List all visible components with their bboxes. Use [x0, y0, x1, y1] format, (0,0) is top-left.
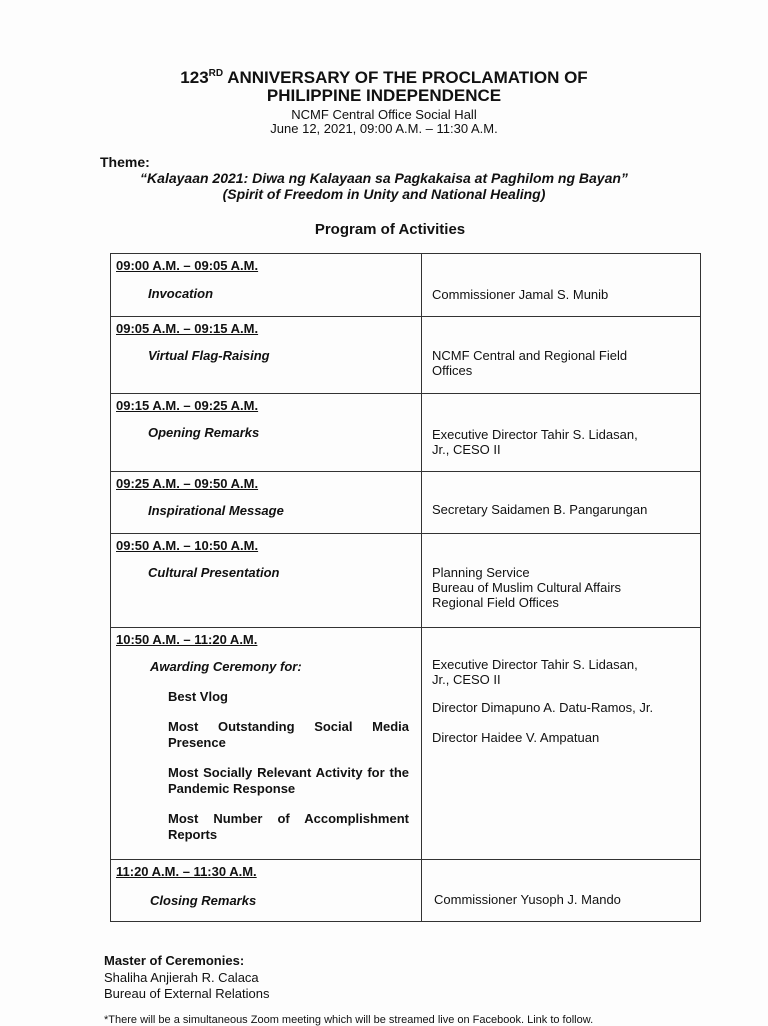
responsible-line: Commissioner Yusoph J. Mando: [434, 892, 621, 907]
event-datetime: June 12, 2021, 09:00 A.M. – 11:30 A.M.: [270, 121, 498, 136]
title-superscript: RD: [208, 68, 224, 79]
responsible-cell: [422, 394, 701, 472]
table-row: [111, 534, 701, 628]
award-social-media-presence: Most Outstanding Social Media Presence: [168, 719, 409, 750]
time-cell: [111, 472, 422, 534]
document-title-line2: PHILIPPINE INDEPENDENCE: [266, 86, 502, 105]
time-slot: 09:00 A.M. – 09:05 A.M.: [116, 258, 259, 273]
time-slot: 10:50 A.M. – 11:20 A.M.: [116, 632, 258, 647]
activity-name: Opening Remarks: [148, 425, 260, 440]
responsible-line: Commissioner Jamal S. Munib: [432, 287, 609, 302]
footnote: *There will be a simultaneous Zoom meeting which will be streamed live on Facebook. Link to follow.: [104, 1014, 594, 1026]
activity-name: Virtual Flag-Raising: [148, 348, 270, 363]
time-cell: [111, 628, 422, 860]
time-slot: 11:20 A.M. – 11:30 A.M.: [116, 864, 257, 879]
responsible-line: Offices: [432, 363, 473, 378]
responsible-line: NCMF Central and Regional Field: [432, 348, 628, 363]
activity-name: Inspirational Message: [148, 503, 284, 518]
time-cell: [111, 394, 422, 472]
responsible-cell: [422, 254, 701, 317]
time-slot: 09:05 A.M. – 09:15 A.M.: [116, 321, 259, 336]
responsible-line: Jr., CESO II: [432, 672, 501, 687]
table-row: [111, 317, 701, 394]
master-of-ceremonies-office: Bureau of External Relations: [104, 986, 270, 1001]
theme-translation: (Spirit of Freedom in Unity and National Healing): [222, 186, 546, 202]
responsible-line: Planning Service: [432, 565, 530, 580]
responsible-line: Regional Field Offices: [432, 595, 559, 610]
table-row: [111, 860, 701, 922]
time-slot: 09:15 A.M. – 09:25 A.M.: [116, 398, 259, 413]
award-best-vlog: Best Vlog: [168, 689, 228, 704]
award-accomplishment-reports: Most Number of Accomplishment Reports: [168, 811, 409, 842]
master-of-ceremonies-name: Shaliha Anjierah R. Calaca: [104, 970, 259, 985]
time-cell: [111, 317, 422, 394]
responsible-cell: [422, 860, 701, 922]
table-row: [111, 472, 701, 534]
document-title: 123RD ANNIVERSARY OF THE PROCLAMATION OF: [180, 68, 588, 87]
responsible-cell: [422, 628, 701, 860]
responsible-line: Secretary Saidamen B. Pangarungan: [432, 502, 648, 517]
responsible-cell: [422, 317, 701, 394]
activity-name: Awarding Ceremony for:: [150, 659, 302, 674]
responsible-line: Director Haidee V. Ampatuan: [432, 730, 600, 745]
master-of-ceremonies-label: Master of Ceremonies:: [104, 953, 245, 968]
activity-name: Invocation: [148, 286, 214, 301]
table-row: [111, 394, 701, 472]
table-row: [111, 254, 701, 317]
table-row: [111, 628, 701, 860]
responsible-cell: [422, 534, 701, 628]
time-cell: [111, 534, 422, 628]
activity-name: Closing Remarks: [150, 893, 257, 908]
award-pandemic-response: Most Socially Relevant Activity for the Pandemic Response: [168, 765, 409, 796]
responsible-cell: [422, 472, 701, 534]
theme-text: “Kalayaan 2021: Diwa ng Kalayaan sa Pagkakaisa at Paghilom ng Bayan”: [140, 170, 628, 186]
time-cell: [111, 254, 422, 317]
program-table: [110, 253, 701, 922]
time-slot: 09:50 A.M. – 10:50 A.M.: [116, 538, 259, 553]
time-slot: 09:25 A.M. – 09:50 A.M.: [116, 476, 259, 491]
venue: NCMF Central Office Social Hall: [291, 107, 477, 122]
responsible-line: Executive Director Tahir S. Lidasan,: [432, 657, 638, 672]
responsible-line: Bureau of Muslim Cultural Affairs: [432, 580, 622, 595]
time-cell: [111, 860, 422, 922]
responsible-line: Director Dimapuno A. Datu-Ramos, Jr.: [432, 700, 654, 715]
theme-label: Theme:: [100, 154, 150, 170]
activity-name: Cultural Presentation: [148, 565, 280, 580]
responsible-line: Executive Director Tahir S. Lidasan,: [432, 427, 638, 442]
responsible-line: Jr., CESO II: [432, 442, 501, 457]
program-title: Program of Activities: [314, 221, 466, 238]
